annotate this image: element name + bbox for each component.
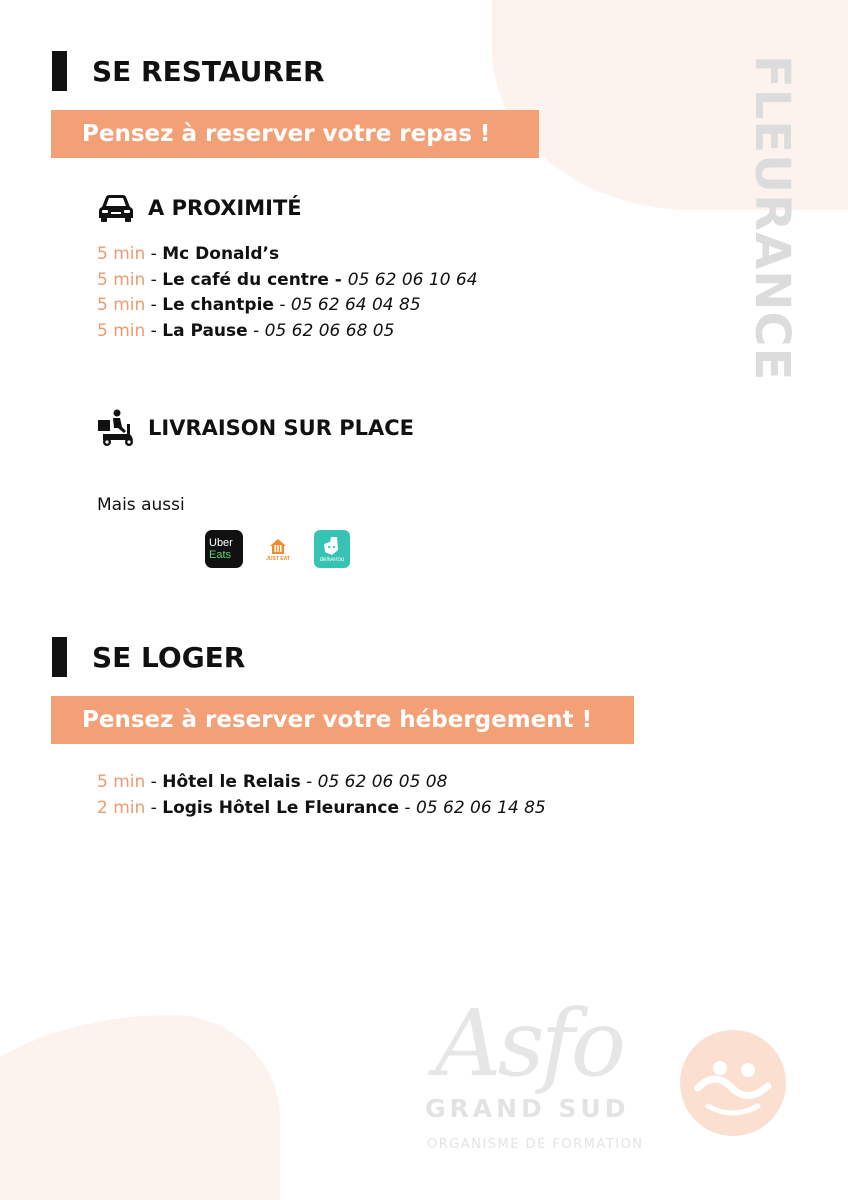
list-item: 5 min - La Pause - 05 62 06 68 05: [97, 320, 395, 341]
restaurer-banner: [51, 110, 539, 158]
restaurant-name: Le chantpie: [162, 295, 274, 316]
travel-time: 5 min: [97, 772, 146, 792]
restaurant-name: Le café du centre: [162, 269, 329, 290]
uber-eats-icon[interactable]: [205, 530, 243, 568]
list-item: 5 min - Le chantpie - 05 62 64 04 85: [97, 295, 421, 316]
phone-number: 05 62 64 04 85: [290, 295, 421, 316]
proximite-heading: [97, 190, 302, 226]
deliveroo-icon[interactable]: [314, 530, 350, 568]
car-icon: [97, 190, 137, 226]
phone-number: 05 62 06 14 85: [415, 797, 546, 818]
logo-brand-text: GRAND SUD: [425, 1094, 630, 1123]
travel-time: 5 min: [97, 244, 146, 264]
travel-time: 2 min: [97, 797, 146, 818]
restaurant-name: Mc Donald’s: [162, 244, 280, 264]
restaurant-list: [97, 242, 478, 344]
vertical-city-title: [745, 55, 805, 435]
also-label: Mais aussi: [97, 495, 185, 515]
banner-text: Pensez à reserver votre repas !: [82, 121, 491, 147]
travel-time: 5 min: [97, 320, 146, 341]
livraison-label: LIVRAISON SUR PLACE: [148, 416, 414, 440]
list-item: 2 min - Logis Hôtel Le Fleurance - 05 62 06 14 85: [97, 797, 546, 818]
delivery-scooter-icon: [97, 410, 137, 446]
logo-tagline: ORGANISME DE FORMATION: [427, 1137, 644, 1152]
section-restaurer-heading: [52, 51, 325, 91]
banner-text: Pensez à reserver votre hébergement !: [82, 707, 593, 733]
phone-number: 05 62 06 10 64: [347, 269, 478, 290]
livraison-heading: [97, 410, 414, 446]
list-item: 5 min - Hôtel le Relais - 05 62 06 05 08: [97, 772, 448, 792]
phone-number: 05 62 06 68 05: [264, 320, 395, 341]
hotel-name: Hôtel le Relais: [162, 772, 301, 792]
deliveroo-text: deliveroo: [319, 556, 345, 563]
loger-banner: [51, 696, 634, 744]
decorative-shape-bottom: [0, 1015, 280, 1200]
section-marker: [52, 51, 67, 91]
asfo-logo: [425, 990, 795, 1165]
section-loger-heading: [52, 637, 245, 677]
hotel-list: [97, 770, 546, 821]
uber-eats-line1: Uber: [209, 537, 233, 549]
proximite-label: A PROXIMITÉ: [148, 196, 302, 220]
section-title: SE LOGER: [92, 640, 246, 674]
restaurant-name: La Pause: [162, 320, 248, 341]
uber-eats-line2: Eats: [209, 549, 232, 561]
hotel-name: Logis Hôtel Le Fleurance: [162, 797, 400, 818]
delivery-apps: [205, 530, 350, 568]
logo-emblem-icon: [680, 1030, 786, 1136]
list-item: 5 min - Le café du centre - 05 62 06 10 64: [97, 269, 478, 290]
phone-number: 05 62 06 05 08: [317, 772, 448, 792]
travel-time: 5 min: [97, 295, 146, 316]
list-item: 5 min - Mc Donald’s: [97, 244, 280, 264]
travel-time: 5 min: [97, 269, 146, 290]
just-eat-icon[interactable]: [260, 530, 296, 568]
just-eat-text: JUST EAT: [266, 555, 290, 562]
section-title: SE RESTAURER: [92, 54, 325, 88]
logo-script-text: Asfo: [435, 990, 623, 1097]
section-marker: [52, 637, 67, 677]
city-name: FLEURANCE: [744, 55, 800, 382]
